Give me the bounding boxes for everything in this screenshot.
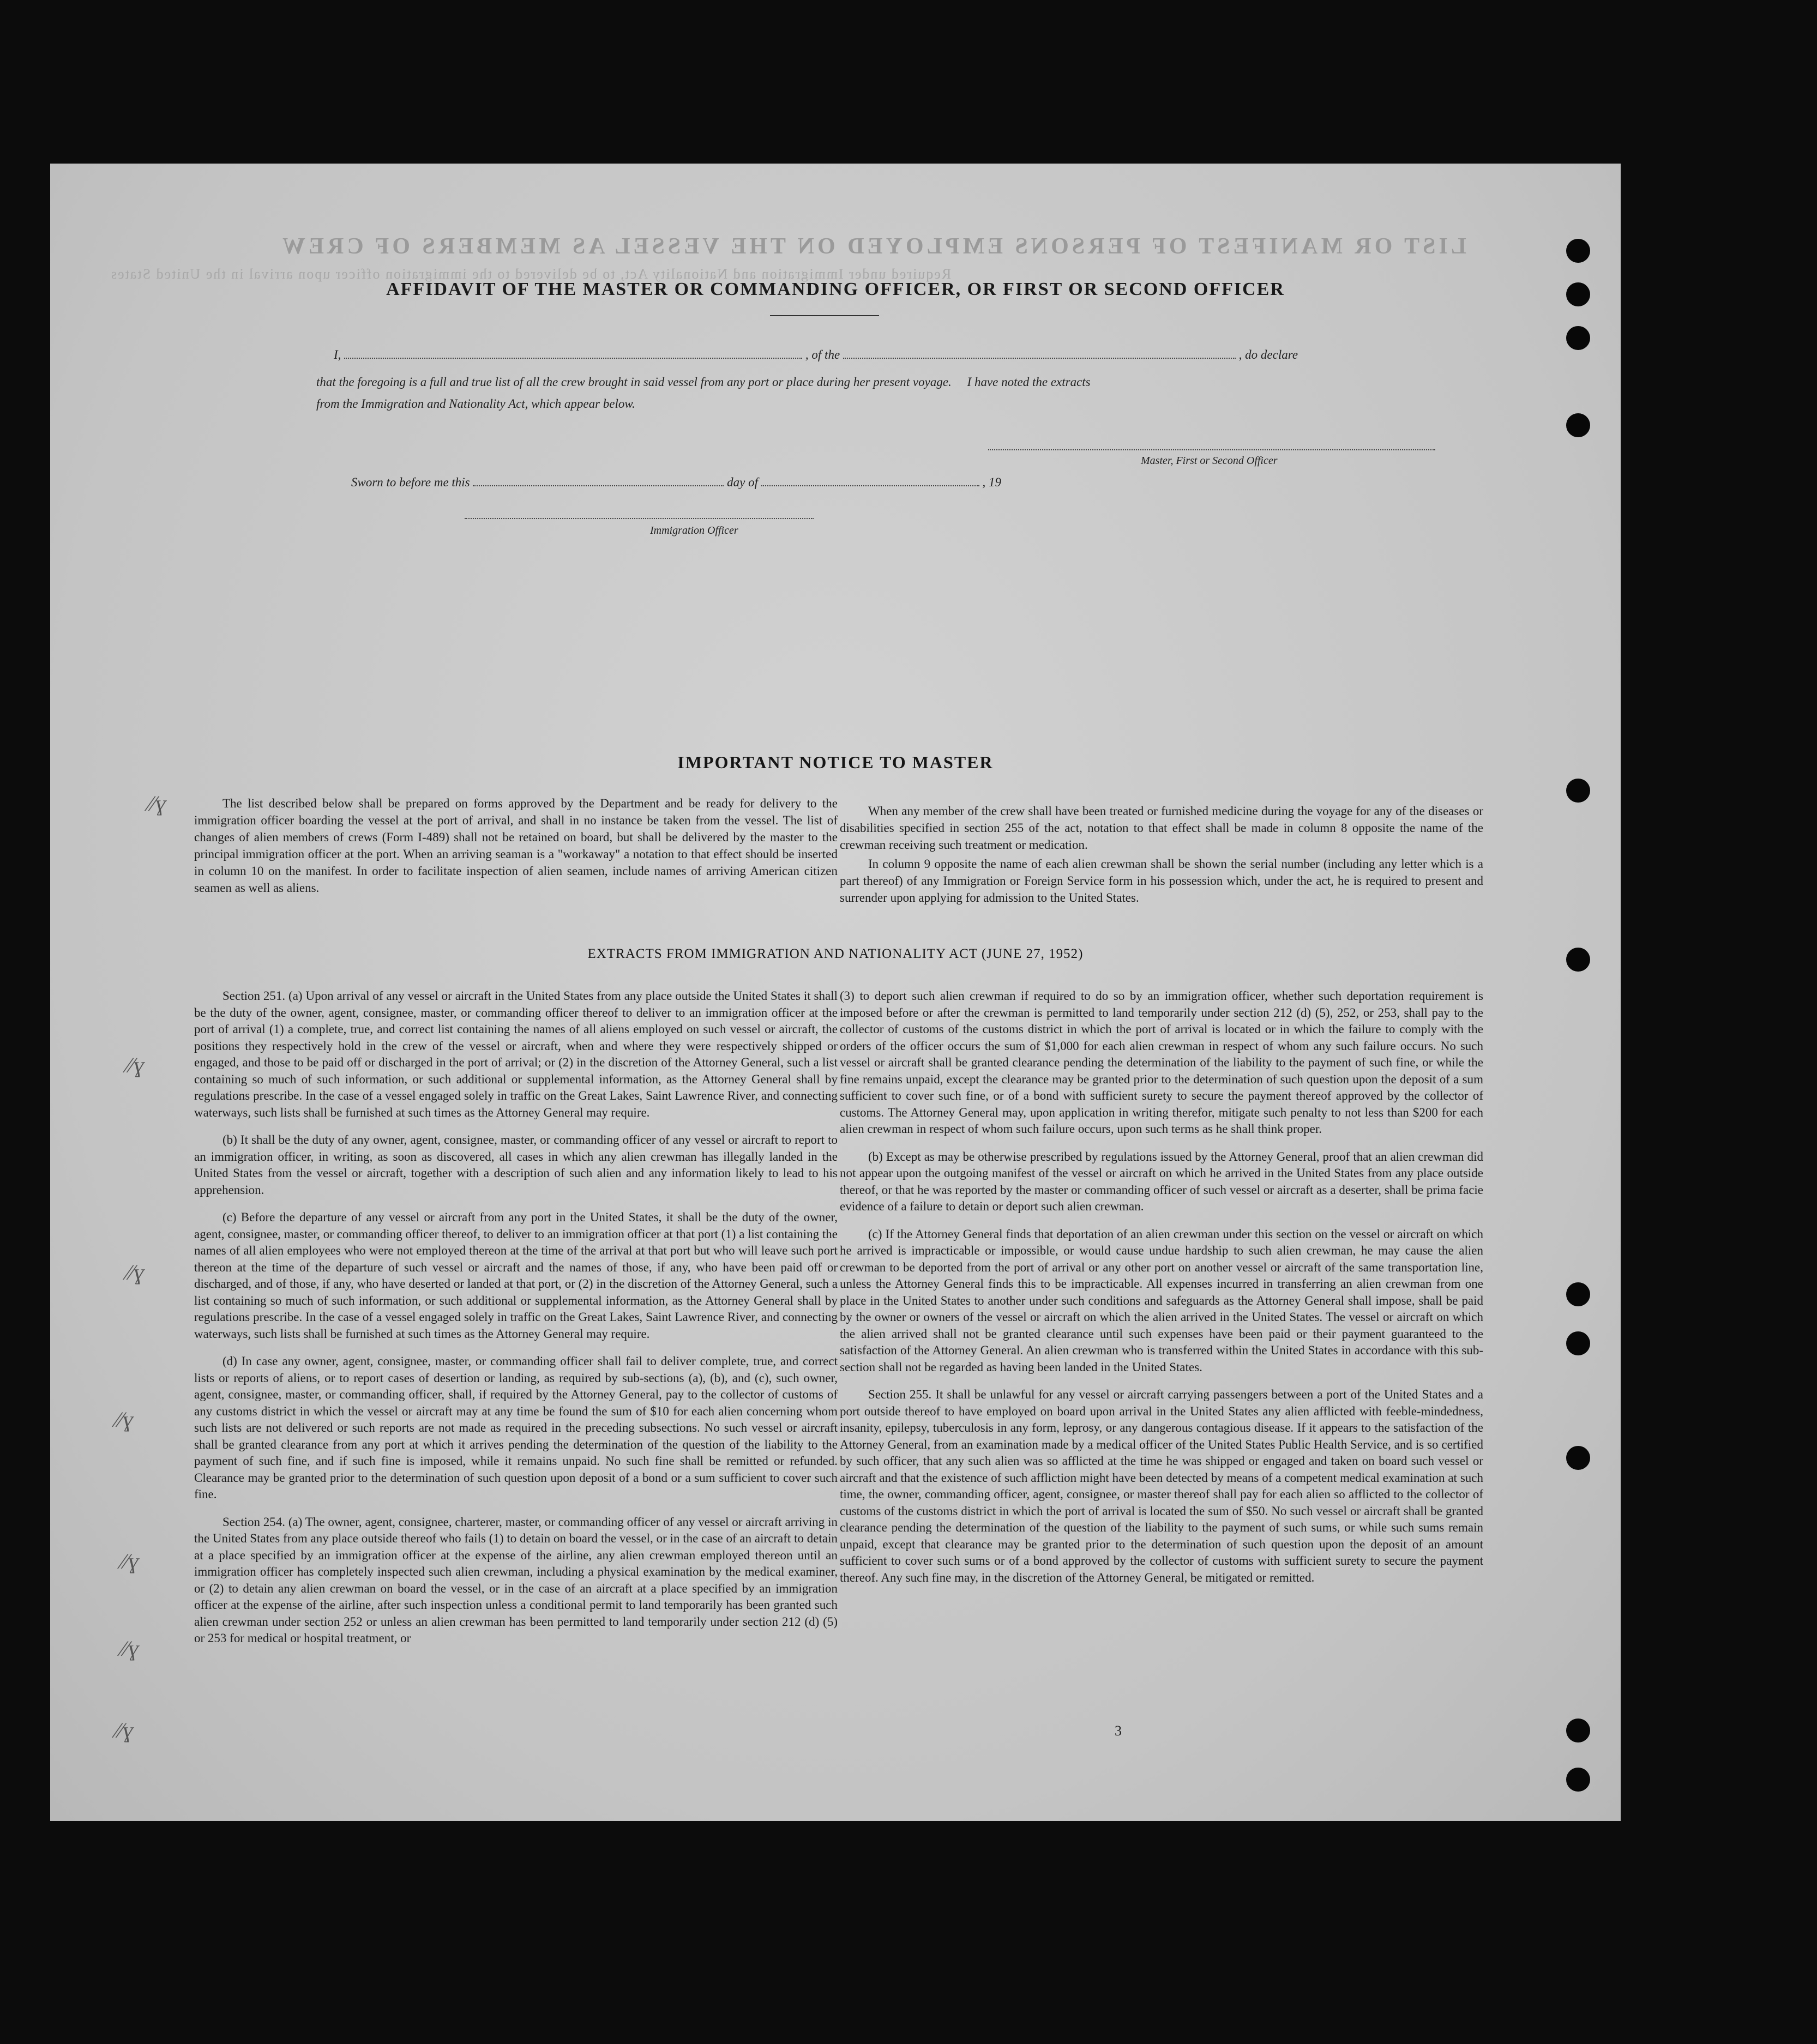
affidavit-i-label: I, (334, 348, 341, 361)
day-of-label: day of (727, 475, 758, 489)
affidavit-title: AFFIDAVIT OF THE MASTER OR COMMANDING OFFICER, OR FIRST OR SECOND OFFICER (386, 279, 1285, 299)
section-254-b: (b) Except as may be otherwise prescribed by regulations issued by the Attorney General, proof that an alien crewman did not appear upon the outgoing manifest of the vessel or aircraft on which he arrived in the United States from any place outside thereof, or that he was reported by the master or commanding officer of such vessel or aircraft as a deserter, shall be prima facie evidence of a failure to detain or deport such alien crewman. (840, 1149, 1483, 1213)
section-251-b: (b) It shall be the duty of any owner, agent, consignee, master, or commanding officer of any vessel or aircraft to report to an immigration officer, in writing, as soon as discovered, all cases in which any alien crewman has illegally landed in the United States from the vessel or aircraft, together with a description of such alien and any information likely to lead to his apprehension. (194, 1133, 838, 1197)
extracts-title: EXTRACTS FROM IMMIGRATION AND NATIONALITY ACT (JUNE 27, 1952) (587, 946, 1084, 961)
sworn-line (351, 475, 1169, 490)
section-251-a: Section 251. (a) Upon arrival of any vessel or aircraft in the United States from any place outside the United States it shall be the duty of the owner, agent, consignee, master, or commanding officer thereof to deliver to an immigration officer at the port of arrival (1) a complete, true, and correct list containing the names of all aliens employed on such vessel or aircraft, the positions they respectively hold in the crew of the vessel or aircraft, when and where they were respectively shipped or engaged, and those to be paid off or discharged in the port of arrival; or (2) in the discretion of the Attorney General, such a list containing so much of such information, or such additional or supplemental information, as the Attorney General shall by regulations prescribe. In the case of a vessel engaged solely in traffic on the Great Lakes, Saint Lawrence River, and connecting waterways, such lists shall be furnished at such times as the Attorney General may require. (194, 989, 838, 1119)
notice-left-column (194, 795, 838, 907)
year-label: , 19 (982, 475, 1001, 489)
signature-line (988, 449, 1435, 450)
officer-signature-line (465, 518, 814, 519)
pencil-mark: ⁄⁄ɣ (127, 1260, 145, 1285)
punch-hole (1566, 1282, 1590, 1306)
pencil-mark: ⁄⁄ɣ (127, 1053, 145, 1077)
affidavit-line-1 (334, 348, 1424, 362)
punch-hole (1566, 1719, 1590, 1742)
pencil-mark: ⁄⁄ɣ (121, 1549, 139, 1573)
pencil-mark: ⁄⁄ɣ (116, 1407, 134, 1432)
section-255: Section 255. It shall be unlawful for any vessel or aircraft carrying passengers between a port of the United States and a port outside thereof to have employed on board upon arrival in the United States any alien afflicted with feeble-mindedness, insanity, epilepsy, tuberculosis in any form, leprosy, or any dangerous contagious disease. If it appears to the satisfaction of the Attorney General, from an examination made by a medical officer of the United States Public Health Service, and is so certified by such officer, that any such alien was so afflicted at the time he was shipped or engaged and taken on board such vessel or aircraft and that the existence of such affliction might have been detected by means of a competent medical examination at such time, the owner, commanding officer, agent, consignee, or master thereof shall pay for each alien so afflicted to the collector of customs of the customs district in which the port of arrival is located the sum of $50. No such vessel or aircraft shall be granted clearance pending the determination of the question of the liability to the payment of such sums, or while such sums remain unpaid, except that clearance may be granted prior to the determination of such question upon the deposit of an amount sufficient to cover such sums or of a bond approved by the collector of customs with sufficient surety to secure the payment thereof. Any such fine may, in the discretion of the Attorney General, be mitigated or remitted. (840, 1388, 1483, 1584)
vessel-name-field[interactable] (843, 358, 1236, 359)
notice-right-column (840, 803, 1483, 917)
pencil-mark: ⁄⁄ɣ (148, 791, 166, 816)
section-251-d: (d) In case any owner, agent, consignee, master, or commanding officer shall fail to deliver complete, true, and correct lists or reports of aliens, or to report cases of desertion or landing, as required by sub-sections (a), (b), and (c), such owner, agent, consignee, master, or commanding officer, shall, if required by the Attorney General, pay to the collector of customs of any customs district in which the vessel or aircraft may at any time be found the sum of $10 for each alien concerning whom such lists are not delivered or such reports are not made as required in the preceding subsections. No such vessel or aircraft shall be granted clearance from any port at which it arrives pending the determination of the question of the liability to the payment of such fine, and if such fine is imposed, while it remains unpaid. No such fine shall be remitted or refunded. Clearance may be granted prior to the determination of such question upon deposit of a bond or a sum sufficient to cover such fine. (194, 1354, 838, 1501)
section-254-a: Section 254. (a) The owner, agent, consignee, charterer, master, or commanding officer of any vessel or aircraft arriving in the United States from any place outside thereof who fails (1) to detain on board the vessel, or in the case of an aircraft to detain at a place specified by an immigration officer at the expense of the airline, any alien crewman employed thereon until an immigration officer has completely inspected such alien crewman, including a physical examination by the medical examiner, or (2) to detain any alien crewman on board the vessel, or in the case of an aircraft at a place specified by an immigration officer at the expense of the airline, after such inspection unless a conditional permit to land temporarily has been granted such alien crewman under section 252 or unless an alien crewman has been permitted to land temporarily under section 212 (d) (5) or 253 for medical or hospital treatment, or (194, 1515, 838, 1645)
pencil-mark: ⁄⁄ɣ (121, 1636, 139, 1661)
sworn-day-field[interactable] (473, 485, 724, 486)
punch-hole (1566, 282, 1590, 306)
affidavit-of-the-label: , of the (805, 348, 840, 361)
punch-hole (1566, 1768, 1590, 1792)
section-251-c: (c) Before the departure of any vessel or aircraft from any port in the United States, it shall be the duty of the owner, agent, consignee, master, or commanding officer thereof, to deliver to an immigration officer at that port (1) a list containing the names of all alien employees who were not employed thereon at the time of the arrival at that port but who will leave such port thereon at the time of the departure of such vessel or aircraft and the names of those, if any, who have been paid off or discharged, and of those, if any, who have deserted or landed at that port, or (2) in the discretion of the Attorney General, such a list containing so much of such information, or such additional or supplemental information, as the Attorney General shall by regulations prescribe. In the case of a vessel engaged solely in traffic on the Great Lakes, Saint Lawrence River, and connecting waterways, such lists shall be furnished at such times as the Attorney General may require. (194, 1210, 838, 1341)
pencil-mark: ⁄⁄ɣ (116, 1718, 134, 1742)
affidavit-statement: that the foregoing is a full and true list of all the crew brought in said vessel from any port or place during her present voyage. (316, 375, 952, 389)
section-254-a-continued: (3) to deport such alien crewman if required to do so by an immigration officer, whether such deportation requirement is imposed before or after the crewman is permitted to land temporarily under section 212 (d) (5), 252, or 253, shall pay to the collector of customs of the customs district in which the port of arrival is located or in which the failure to comply with the orders of the officer occurs the sum of $1,000 for each alien crewman in respect of whom any such failure occurs. No such vessel or aircraft shall be granted clearance pending the determination of the liability to the payment of such fine, or while the fine remains unpaid, except the clearance may be granted prior to the determination of such question upon the deposit of a sum sufficient to cover such fine, or of a bond with sufficient surety to secure the payment thereof approved by the collector of customs. The Attorney General may, upon application in writing therefor, mitigate such penalty to not less than $200 for each alien crewman in respect of whom such failure occurs, upon such terms as he shall think proper. (840, 989, 1483, 1136)
punch-hole (1566, 326, 1590, 350)
sworn-month-field[interactable] (761, 485, 979, 486)
punch-hole (1566, 413, 1590, 437)
sworn-label: Sworn to before me this (351, 475, 470, 489)
affidavit-line-3: from the Immigration and Nationality Act, which appear below. (316, 397, 635, 411)
punch-hole (1566, 779, 1590, 803)
notice-title: IMPORTANT NOTICE TO MASTER (677, 752, 994, 772)
notice-left-paragraph: The list described below shall be prepared on forms approved by the Department and be ready for delivery to the immigration officer boarding the vessel at the port of arrival, and shall in no instance be taken from the vessel. The list of changes of alien members of crews (Form I-489) shall not be retained on board, but shall be delivered by the master to the principal immigration officer at the port. When an arriving seaman is a "workaway" a notation to that effect should be inserted in column 10 on the manifest. In order to facilitate inspection of alien seamen, include names of arriving American citizen seamen as well as aliens. (194, 797, 838, 895)
punch-hole (1566, 1331, 1590, 1355)
affidavit-statement-tail: I have noted the extracts (967, 375, 1091, 389)
bleed-through-title: LIST OR MANIFEST OF PERSONS EMPLOYED ON THE VESSEL AS MEMBERS OF CREW (279, 234, 1466, 259)
punch-hole (1566, 239, 1590, 263)
notice-right-paragraph-1: When any member of the crew shall have been treated or furnished medicine during the voyage for any of the diseases or disabilities specified in section 255 of the act, notation to that effect shall be made in column 8 opposite the name of the crewman receiving such treatment or medication. (840, 804, 1483, 852)
affidavit-title-underline (770, 315, 879, 316)
officer-caption: Immigration Officer (650, 524, 738, 536)
extracts-right-column (840, 988, 1483, 1597)
extracts-left-column (194, 988, 838, 1658)
notice-right-paragraph-2: In column 9 opposite the name of each alien crewman shall be shown the serial number (including any letter which is a part thereof) of any Immigration or Foreign Service form in his possession which, under the act, he is required to present and surrender upon applying for admission to the United States. (840, 857, 1483, 905)
affidavit-declare-label: , do declare (1238, 348, 1298, 361)
section-254-c: (c) If the Attorney General finds that deportation of an alien crewman under this section on the vessel or aircraft on which he arrived is impracticable or impossible, or would cause undue hardship to such alien crewman, he may cause the alien crewman to be deported from the port of arrival or any other port on another vessel or aircraft of the same transportation line, unless the Attorney General finds this to be impracticable. All expenses incurred in transferring an alien crewman from one place in the United States to another under such conditions and safeguards as the Attorney General shall impose, shall be paid by the owner or owners of the vessel or aircraft on which the alien arrived in the United States. The vessel or aircraft on which the alien arrived shall not be granted clearance until such expenses have been paid or their payment guaranteed to the satisfaction of the Attorney General. An alien crewman who is transferred within the United States in accordance with this sub-section shall not be regarded as having been landed in the United States. (840, 1227, 1483, 1374)
master-name-field[interactable] (344, 358, 802, 359)
signature-caption: Master, First or Second Officer (1141, 455, 1278, 467)
page-number: 3 (1115, 1723, 1122, 1739)
punch-hole (1566, 1446, 1590, 1470)
document-page (50, 164, 1621, 1821)
affidavit-line-2 (316, 375, 1418, 389)
punch-hole (1566, 948, 1590, 972)
bleed-through-subtitle: Required under Immigration and Nationality Act, to be delivered to the immigration officer upon arrival in the United States (110, 266, 952, 282)
